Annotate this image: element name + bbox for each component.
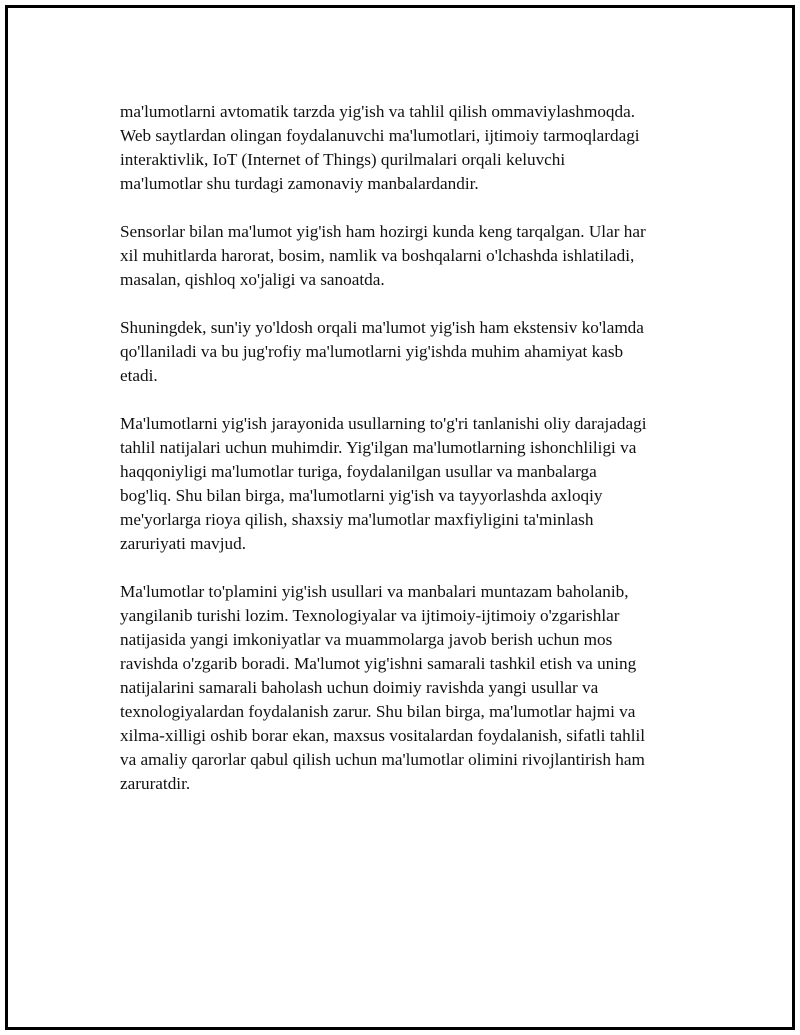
paragraph-2: Sensorlar bilan ma'lumot yig'ish ham hozirgi kunda keng tarqalgan. Ular har xil muhitlarda harorat, bosim, namlik va boshqalarni o'lchashda ishlatiladi, masalan, qishloq xo'jaligi va sanoatda. xyxy=(120,222,646,289)
paragraph-1: ma'lumotlarni avtomatik tarzda yig'ish va tahlil qilish ommaviylashmoqda. Web saytlardan olingan foydalanuvchi ma'lumotlari, ijtimoiy tarmoqlardagi interaktivlik, IoT (Internet of Things) qurilmalari orqali keluvchi ma'lumotlar shu turdagi zamonaviy manbalardandir. xyxy=(120,102,640,193)
document-body xyxy=(120,100,700,820)
paragraph-4: Ma'lumotlarni yig'ish jarayonida usullarning to'g'ri tanlanishi oliy darajadagi tahlil natijalari uchun muhimdir. Yig'ilgan ma'lumotlarning ishonchliligi va haqqoniyligi ma'lumotlar turiga, foydalanilgan usullar va manbalarga bog'liq. Shu bilan birga, ma'lumotlarni yig'ish va tayyorlashda axloqiy me'yorlarga rioya qilish, shaxsiy ma'lumotlar maxfiyligini ta'minlash zaruriyati mavjud. xyxy=(120,414,647,553)
page-frame xyxy=(5,5,795,1030)
paragraph-5: Ma'lumotlar to'plamini yig'ish usullari va manbalari muntazam baholanib, yangilanib turishi lozim. Texnologiyalar va ijtimoiy-ijtimoiy o'zgarishlar natijasida yangi imkoniyatlar va muammolarga javob berish uchun mos ravishda o'zgarib boradi. Ma'lumot yig'ishni samarali tashkil etish va uning natijalarini samarali baholash uchun doimiy ravishda yangi usullar va texnologiyalardan foydalanish zarur. Shu bilan birga, ma'lumotlar hajmi va xilma-xilligi oshib borar ekan, maxsus vositalardan foydalanish, sifatli tahlil va amaliy qarorlar qabul qilish uchun ma'lumotlar olimini rivojlantirish ham zaruratdir. xyxy=(120,582,646,793)
paragraph-3: Shuningdek, sun'iy yo'ldosh orqali ma'lumot yig'ish ham ekstensiv ko'lamda qo'llaniladi va bu jug'rofiy ma'lumotlarni yig'ishda muhim ahamiyat kasb etadi. xyxy=(120,318,644,385)
